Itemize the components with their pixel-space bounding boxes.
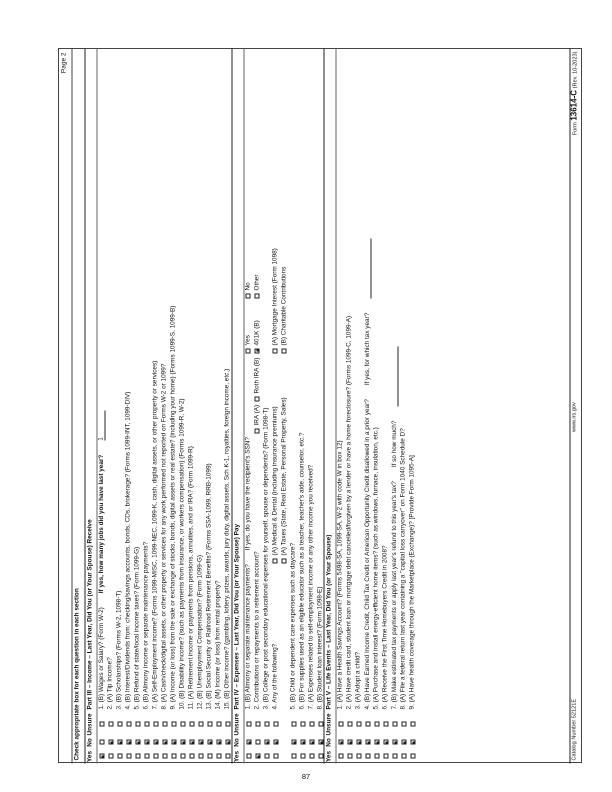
- unsure-cell: [247, 714, 252, 736]
- no-checkbox[interactable]: [339, 740, 344, 745]
- question-text: 10. (B) Disability income? (such as payments from insurance, or workers compensation) (Forms 1099-R, W-2): [178, 398, 186, 710]
- no-checkbox[interactable]: [384, 740, 389, 745]
- question-text: 6. (B) For supplies used as an eligible educator such as a teacher, teacher's aide, counselor, etc.?: [298, 432, 306, 710]
- no-checkbox[interactable]: [301, 740, 306, 745]
- question-text: 6. (A) Receive the First Time Homebuyers Credit in 2008?: [381, 545, 389, 710]
- part3-row: [143, 49, 152, 764]
- instruction-text: Check appropriate box for each question in each section: [73, 588, 81, 761]
- yes-cell: [226, 750, 231, 764]
- no-cell: [136, 736, 141, 750]
- medical-option[interactable]: (A) Medical & Dental (including insurance premiums): [273, 406, 280, 563]
- form-page: [58, 48, 582, 763]
- no-cell: [301, 736, 306, 750]
- question-text: 1. (A) Have a Health Savings Account? (Forms 5498-SA, 1099-SA, W-2 with code W in box 12): [336, 440, 344, 710]
- no-cell: [172, 736, 177, 750]
- part3-row: [116, 49, 125, 764]
- question-text: 4. (B) Have Earned Income Credit, Child Tax Credit or American Opportunity Credit disallowed in a prior year?If yes, for which tax year?: [365, 239, 372, 714]
- unsure-cell: [301, 714, 306, 736]
- yes-cell: [127, 750, 132, 764]
- unsure-cell: [274, 714, 279, 736]
- no-cell: [145, 736, 150, 750]
- question-text: 2. (A) Have credit card, student loan or mortgage debt cancelled/forgiven by a lender or have a home foreclosure? (Forms 1099-C, 1099-A): [345, 315, 353, 710]
- question-text: 9. (A) Income (or loss) from the sale or exchange of stocks, bonds, digital assets or real estate? (including your home) (Forms 1099-S, 1099-B): [169, 305, 177, 710]
- yes-cell: [181, 750, 186, 764]
- k401-checkbox[interactable]: [255, 349, 260, 354]
- unsure-cell: [100, 714, 105, 736]
- part4-row: [308, 49, 317, 764]
- part3-row: [152, 49, 161, 764]
- no-cell: [411, 736, 416, 750]
- yes-cell: [393, 750, 398, 764]
- unsure-checkbox[interactable]: [127, 722, 132, 727]
- part3-row: [197, 49, 206, 764]
- yes-cell: [292, 750, 297, 764]
- no-checkbox[interactable]: [136, 740, 141, 745]
- part3-row: [161, 49, 170, 764]
- part5-row: [382, 49, 391, 764]
- question-text: 3. (B) College or post secondary educational expenses for yourself, spouse or dependents? (Form 1098-T): [262, 407, 270, 710]
- question-text: 11. (A) Retirement income or payments from pensions, annuities, and or IRA? (Form 1099-R): [187, 446, 195, 710]
- roth-option[interactable]: Roth IRA (B): [255, 358, 262, 402]
- unsure-checkbox[interactable]: [256, 722, 261, 727]
- unsure-cell: [265, 714, 270, 736]
- unsure-cell: [384, 714, 389, 736]
- no-checkbox[interactable]: [310, 740, 315, 745]
- part3-row: [188, 49, 197, 764]
- part4-row: [290, 49, 299, 764]
- part5-title: Part V – Life Events – Last Year, Did You (or Your Spouse): [325, 534, 333, 710]
- yes-checkbox[interactable]: [393, 754, 398, 759]
- unsure-checkbox[interactable]: [357, 722, 362, 727]
- part4-row: [299, 49, 308, 764]
- unsure-checkbox[interactable]: [292, 722, 297, 727]
- no-checkbox[interactable]: [375, 740, 380, 745]
- col-yes-header: Yes: [325, 750, 333, 763]
- yes-checkbox[interactable]: [384, 754, 389, 759]
- unsure-cell: [181, 714, 186, 736]
- ssn-yes-option[interactable]: Yes: [246, 335, 253, 353]
- unsure-checkbox[interactable]: [199, 722, 204, 727]
- form-footer: [570, 49, 580, 764]
- no-cell: [154, 736, 159, 750]
- part3-row: [215, 49, 224, 764]
- part3-header: [85, 49, 98, 764]
- yes-cell: [310, 750, 315, 764]
- part3-row: [107, 49, 116, 764]
- no-cell: [100, 736, 105, 750]
- yes-checkbox[interactable]: [366, 754, 371, 759]
- part5-row: [346, 49, 355, 764]
- no-cell: [163, 736, 168, 750]
- question-text: 15. (B) Other income? (gambling, lottery, prizes, awards, jury duty, digital assets, Sch K-1, royalties, foreign income, etc.): [223, 368, 231, 710]
- unsure-checkbox[interactable]: [274, 722, 279, 727]
- no-checkbox[interactable]: [411, 740, 416, 745]
- col-unsure-header: Unsure: [325, 713, 333, 736]
- no-cell: [118, 736, 123, 750]
- no-cell: [310, 736, 315, 750]
- yes-checkbox[interactable]: [402, 754, 407, 759]
- yes-cell: [208, 750, 213, 764]
- no-cell: [217, 736, 222, 750]
- yes-cell: [339, 750, 344, 764]
- unsure-checkbox[interactable]: [145, 722, 150, 727]
- unsure-checkbox[interactable]: [100, 722, 105, 727]
- part3-rows: [98, 49, 233, 764]
- yes-cell: [411, 750, 416, 764]
- form-number: Form 13614-C (Rev. 10-2023): [569, 51, 579, 136]
- unsure-cell: [366, 714, 371, 736]
- unsure-cell: [136, 714, 141, 736]
- unsure-checkbox[interactable]: [226, 722, 231, 727]
- no-checkbox[interactable]: [366, 740, 371, 745]
- yes-checkbox[interactable]: [375, 754, 380, 759]
- no-checkbox[interactable]: [357, 740, 362, 745]
- unsure-checkbox[interactable]: [247, 722, 252, 727]
- no-cell: [127, 736, 132, 750]
- question-text: 5. (B) Child or dependent care expenses such as daycare?: [289, 542, 297, 710]
- yes-cell: [154, 750, 159, 764]
- part3-row: [170, 49, 179, 764]
- yes-checkbox[interactable]: [292, 754, 297, 759]
- taxes-checkbox[interactable]: [282, 559, 287, 564]
- no-checkbox[interactable]: [226, 740, 231, 745]
- unsure-checkbox[interactable]: [348, 722, 353, 727]
- no-cell: [247, 736, 252, 750]
- no-checkbox[interactable]: [265, 740, 270, 745]
- yes-cell: [357, 750, 362, 764]
- top-rule: [72, 49, 73, 764]
- part5-row: [409, 49, 418, 764]
- unsure-cell: [226, 714, 231, 736]
- no-cell: [384, 736, 389, 750]
- no-checkbox[interactable]: [127, 740, 132, 745]
- yes-cell: [265, 750, 270, 764]
- jobs-count-field[interactable]: 1: [99, 411, 106, 441]
- no-cell: [181, 736, 186, 750]
- question-text: 5. (B) Refund of state/local income taxes? (Form 1099-G): [133, 546, 141, 710]
- yes-checkbox[interactable]: [145, 754, 150, 759]
- question-text: 2. Contributions or repayments to a retirement account?: [253, 551, 261, 710]
- no-checkbox[interactable]: [145, 740, 150, 745]
- yes-cell: [136, 750, 141, 764]
- unsure-cell: [393, 714, 398, 736]
- unsure-cell: [118, 714, 123, 736]
- yes-checkbox[interactable]: [181, 754, 186, 759]
- no-cell: [393, 736, 398, 750]
- yes-cell: [145, 750, 150, 764]
- unsure-cell: [375, 714, 380, 736]
- unsure-cell: [357, 714, 362, 736]
- yes-checkbox[interactable]: [100, 754, 105, 759]
- rotated-form-content: [60, 49, 580, 764]
- unsure-checkbox[interactable]: [301, 722, 306, 727]
- yes-cell: [247, 750, 252, 764]
- yes-checkbox[interactable]: [109, 754, 114, 759]
- question-text: 9. (A) Have health coverage through the Marketplace (Exchange)? [Provide Form 1095-A]: [408, 455, 416, 710]
- unsure-cell: [310, 714, 315, 736]
- no-cell: [375, 736, 380, 750]
- part3-row: [125, 49, 134, 764]
- no-cell: [109, 736, 114, 750]
- no-cell: [199, 736, 204, 750]
- yes-cell: [172, 750, 177, 764]
- no-checkbox[interactable]: [118, 740, 123, 745]
- yes-checkbox[interactable]: [199, 754, 204, 759]
- catalog-number: Catalog Number 52121E: [571, 698, 578, 761]
- unsure-cell: [145, 714, 150, 736]
- part5-row: [355, 49, 364, 764]
- ssn-no-option[interactable]: No: [246, 282, 253, 298]
- question-text: 2. (A) Tip Income?: [106, 657, 114, 710]
- question-text: 4. (B) Interest/Dividends from: checking/savings accounts, bonds, CDs, brokerage? (Forms 1099-INT, 1099-DIV): [124, 391, 132, 710]
- col-no-header: No: [325, 738, 333, 747]
- unsure-checkbox[interactable]: [265, 722, 270, 727]
- no-checkbox[interactable]: [292, 740, 297, 745]
- unsure-cell: [256, 714, 261, 736]
- yes-checkbox[interactable]: [136, 754, 141, 759]
- question-text: 8. (A) Cash/check/digital assets, or other property or services for any work performed not reported on Forms W-2 or 1099?: [160, 363, 168, 710]
- part3-row: [98, 49, 107, 764]
- k401-option[interactable]: 401K (B): [255, 320, 262, 353]
- yes-checkbox[interactable]: [256, 754, 261, 759]
- no-checkbox[interactable]: [274, 740, 279, 745]
- website: www.irs.gov: [571, 402, 578, 433]
- yes-cell: [100, 750, 105, 764]
- col-no-header: No: [86, 738, 94, 747]
- part5-rows: [337, 49, 418, 764]
- question-text: 7. (A) Expenses related to self-employment income or any other income you received?: [307, 464, 315, 710]
- no-checkbox[interactable]: [190, 740, 195, 745]
- yes-checkbox[interactable]: [274, 754, 279, 759]
- no-cell: [265, 736, 270, 750]
- yes-checkbox[interactable]: [208, 754, 213, 759]
- part3-row: [206, 49, 215, 764]
- unsure-cell: [339, 714, 344, 736]
- yes-checkbox[interactable]: [154, 754, 159, 759]
- no-checkbox[interactable]: [181, 740, 186, 745]
- yes-checkbox[interactable]: [118, 754, 123, 759]
- yes-checkbox[interactable]: [301, 754, 306, 759]
- part5-row: [373, 49, 382, 764]
- yes-cell: [384, 750, 389, 764]
- unsure-cell: [199, 714, 204, 736]
- yes-cell: [217, 750, 222, 764]
- col-yes-header: Yes: [233, 750, 241, 763]
- col-no-header: No: [233, 738, 241, 747]
- no-checkbox[interactable]: [393, 740, 398, 745]
- mortgage-checkbox[interactable]: [273, 349, 278, 354]
- yes-cell: [109, 750, 114, 764]
- unsure-cell: [208, 714, 213, 736]
- question-text: 7. (B) Make estimated tax payments or apply last year's refund to this year's tax?If so how much?: [392, 347, 399, 714]
- no-checkbox[interactable]: [199, 740, 204, 745]
- question-text: 8. (A) File a federal return last year containing a "capital loss carryover" on Form 1040 Schedule D?: [399, 428, 407, 710]
- other-checkbox[interactable]: [255, 294, 260, 299]
- charity-checkbox[interactable]: [282, 349, 287, 354]
- question-text: 3. (B) Scholarships? (Forms W-2, 1098-T): [115, 590, 123, 710]
- question-text: 1. (B) Wages or Salary? (Form W-2)If yes, how many jobs did you have last year?1: [99, 411, 106, 714]
- unsure-checkbox[interactable]: [172, 722, 177, 727]
- unsure-checkbox[interactable]: [402, 722, 407, 727]
- part4-section: [232, 49, 326, 764]
- question-text: 1. (B) Alimony or separate maintenance payments?If yes, do you have the recipient's SSN?: [244, 437, 252, 710]
- question-text: 12. (B) Unemployment Compensation? (Form 1099-G): [196, 554, 204, 710]
- no-cell: [348, 736, 353, 750]
- yes-checkbox[interactable]: [172, 754, 177, 759]
- mortgage-option[interactable]: (A) Mortgage Interest (Form 1098): [273, 248, 280, 353]
- col-unsure-header: Unsure: [233, 713, 241, 736]
- unsure-checkbox[interactable]: [181, 722, 186, 727]
- question-text: 13. (B) Social Security or Railroad Retirement Benefits? (Forms SSA-1099, RRB-1099): [205, 463, 213, 710]
- no-checkbox[interactable]: [402, 740, 407, 745]
- question-text: 6. (B) Alimony income or separate maintenance payments?: [142, 541, 150, 710]
- unsure-checkbox[interactable]: [163, 722, 168, 727]
- no-checkbox[interactable]: [100, 740, 105, 745]
- taxes-option[interactable]: (A) Taxes (State, Real Estate, Personal Property, Sales): [282, 397, 289, 563]
- no-checkbox[interactable]: [154, 740, 159, 745]
- part3-title: Part III – Income – Last Year, Did You (or Your Spouse) Receive: [86, 519, 94, 710]
- unsure-cell: [154, 714, 159, 736]
- answer-field[interactable]: [392, 347, 399, 407]
- no-checkbox[interactable]: [247, 740, 252, 745]
- yes-checkbox[interactable]: [265, 754, 270, 759]
- unsure-checkbox[interactable]: [109, 722, 114, 727]
- page-number: 87: [301, 772, 311, 781]
- unsure-cell: [109, 714, 114, 736]
- unsure-checkbox[interactable]: [384, 722, 389, 727]
- yes-checkbox[interactable]: [127, 754, 132, 759]
- unsure-checkbox[interactable]: [339, 722, 344, 727]
- part3-row: [179, 49, 188, 764]
- yes-checkbox[interactable]: [348, 754, 353, 759]
- page-label: Page 2: [60, 52, 68, 74]
- answer-field[interactable]: [365, 239, 372, 299]
- no-cell: [292, 736, 297, 750]
- yes-checkbox[interactable]: [310, 754, 315, 759]
- question-text: 5. (A) Purchase and install energy-efficient home items? (such as windows, furnace, insulation, etc.): [372, 427, 380, 710]
- no-checkbox[interactable]: [172, 740, 177, 745]
- yes-checkbox[interactable]: [217, 754, 222, 759]
- yes-checkbox[interactable]: [226, 754, 231, 759]
- yes-checkbox[interactable]: [357, 754, 362, 759]
- yes-checkbox[interactable]: [411, 754, 416, 759]
- question-text: 3. (A) Adopt a child?: [354, 651, 362, 710]
- ssn-no-checkbox[interactable]: [246, 294, 251, 299]
- part5-row: [391, 49, 400, 764]
- part4-title: Part IV – Expenses – Last Year, Did You (or Your Spouse) Pay: [233, 523, 241, 710]
- unsure-cell: [163, 714, 168, 736]
- part5-header: [324, 49, 337, 764]
- unsure-checkbox[interactable]: [366, 722, 371, 727]
- no-cell: [402, 736, 407, 750]
- part5-row: [364, 49, 373, 764]
- part5-row: [337, 49, 346, 764]
- medical-checkbox[interactable]: [273, 559, 278, 564]
- unsure-checkbox[interactable]: [375, 722, 380, 727]
- unsure-cell: [127, 714, 132, 736]
- no-cell: [208, 736, 213, 750]
- no-cell: [226, 736, 231, 750]
- unsure-checkbox[interactable]: [208, 722, 213, 727]
- other-option[interactable]: Other: [255, 275, 262, 299]
- yes-cell: [190, 750, 195, 764]
- no-cell: [256, 736, 261, 750]
- unsure-checkbox[interactable]: [217, 722, 222, 727]
- yes-cell: [348, 750, 353, 764]
- no-cell: [357, 736, 362, 750]
- part5-row: [400, 49, 409, 764]
- unsure-checkbox[interactable]: [136, 722, 141, 727]
- unsure-cell: [190, 714, 195, 736]
- question-text: 4. Any of the following?: [271, 643, 279, 710]
- yes-cell: [256, 750, 261, 764]
- roth-checkbox[interactable]: [255, 397, 260, 402]
- yes-checkbox[interactable]: [339, 754, 344, 759]
- yes-cell: [402, 750, 407, 764]
- no-checkbox[interactable]: [208, 740, 213, 745]
- question-text: 14. (M) Income (or loss) from rental property?: [214, 580, 222, 710]
- question-text: 7. (A) Self-Employment income? (Forms 1099-MISC, 1099-NEC, 1099-K, cash, digital assets, or other property or services): [151, 360, 159, 710]
- unsure-cell: [411, 714, 416, 736]
- yes-cell: [366, 750, 371, 764]
- part4-header: [232, 49, 245, 764]
- unsure-checkbox[interactable]: [310, 722, 315, 727]
- yes-checkbox[interactable]: [163, 754, 168, 759]
- unsure-checkbox[interactable]: [118, 722, 123, 727]
- yes-cell: [163, 750, 168, 764]
- part4-row: [245, 49, 254, 764]
- part3-section: [85, 49, 233, 764]
- yes-cell: [199, 750, 204, 764]
- no-cell: [339, 736, 344, 750]
- part3-row: [134, 49, 143, 764]
- no-checkbox[interactable]: [163, 740, 168, 745]
- no-checkbox[interactable]: [109, 740, 114, 745]
- charity-option[interactable]: (B) Charitable Contributions: [282, 267, 289, 354]
- unsure-cell: [172, 714, 177, 736]
- yes-cell: [301, 750, 306, 764]
- ira-option[interactable]: IRA (A): [255, 405, 262, 434]
- yes-cell: [375, 750, 380, 764]
- part5-section: [324, 49, 418, 764]
- unsure-checkbox[interactable]: [154, 722, 159, 727]
- unsure-cell: [348, 714, 353, 736]
- no-checkbox[interactable]: [348, 740, 353, 745]
- ira-checkbox[interactable]: [255, 429, 260, 434]
- unsure-checkbox[interactable]: [190, 722, 195, 727]
- yes-checkbox[interactable]: [190, 754, 195, 759]
- question-text: 8. (B) Student loan interest? (Form 1098-E): [316, 586, 324, 710]
- unsure-checkbox[interactable]: [411, 722, 416, 727]
- part4-row: [263, 49, 272, 764]
- yes-cell: [118, 750, 123, 764]
- unsure-cell: [402, 714, 407, 736]
- yes-checkbox[interactable]: [247, 754, 252, 759]
- ssn-yes-checkbox[interactable]: [246, 349, 251, 354]
- unsure-cell: [292, 714, 297, 736]
- unsure-checkbox[interactable]: [393, 722, 398, 727]
- unsure-cell: [217, 714, 222, 736]
- no-cell: [190, 736, 195, 750]
- col-yes-header: Yes: [86, 750, 94, 763]
- yes-cell: [274, 750, 279, 764]
- no-checkbox[interactable]: [217, 740, 222, 745]
- no-checkbox[interactable]: [256, 740, 261, 745]
- no-cell: [366, 736, 371, 750]
- col-unsure-header: Unsure: [86, 713, 94, 736]
- no-cell: [274, 736, 279, 750]
